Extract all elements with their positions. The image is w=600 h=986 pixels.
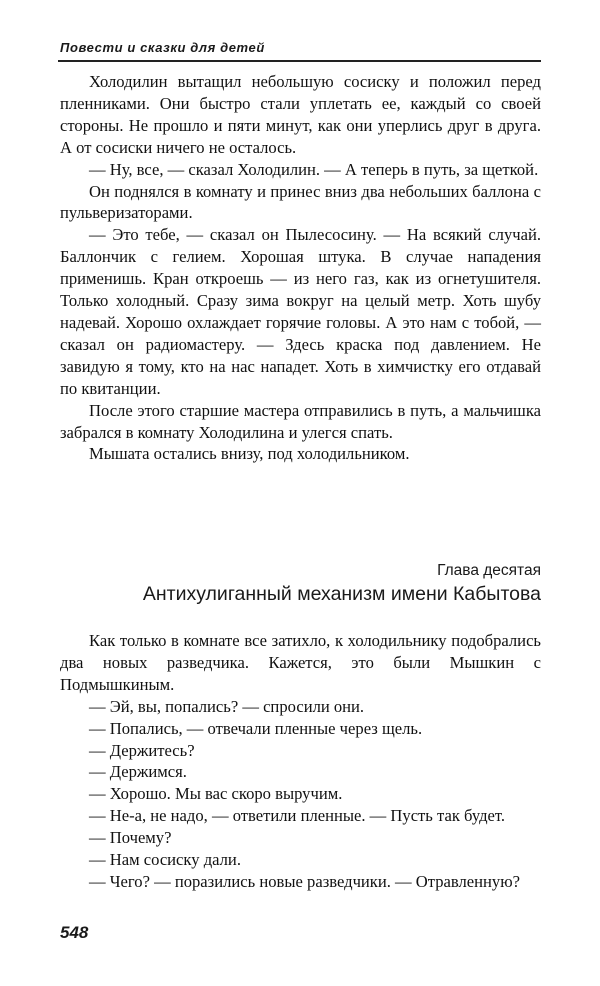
paragraph: — Это тебе, — сказал он Пылесосину. — На всякий случай. Баллончик с гелием. Хорошая штука. В случае нападения применишь. Кран откроешь — из него газ, как из огнетушителя. Только холодный. Сразу зима вокруг на целый метр. Хоть шубу надевай. Хорошо охлаждает горячие головы. А это нам с тобой, — сказал он радиомастеру. — Здесь краска под давлением. Не завидую я тому, кто на нас нападет. Хоть в химчистку его отдавай по квитанции.	[60, 225, 541, 398]
paragraph: — Ну, все, — сказал Холодилин. — А теперь в путь, за щеткой.	[89, 159, 539, 179]
page-number: 548	[60, 923, 89, 942]
dialogue-line: — Не-а, не надо, — ответили пленные. — Пусть так будет.	[89, 806, 506, 826]
dialogue-line: — Держимся.	[89, 762, 187, 782]
text-block-after-chapter	[60, 630, 541, 893]
chapter-title: Антихулиганный механизм имени Кабытова	[142, 583, 541, 605]
chapter-number-label: Глава десятая	[437, 562, 541, 579]
paragraph: После этого старшие мастера отправились в путь, а мальчишка забрался в комнату Холодилина и улегся спать.	[60, 400, 541, 442]
dialogue-line: — Хорошо. Мы вас скоро выручим.	[89, 784, 343, 804]
running-head-title: Повести и сказки для детей	[60, 40, 265, 55]
dialogue-line: — Держитесь?	[89, 740, 195, 760]
dialogue-line: — Эй, вы, попались? — спросили они.	[89, 696, 365, 716]
dialogue-line: — Чего? — поразились новые разведчики. — Отравленную?	[89, 871, 520, 891]
dialogue-line: — Почему?	[89, 828, 172, 848]
paragraph: Как только в комнате все затихло, к холодильнику подобрались два новых разведчика. Кажется, это были Мышкин с Подмышкиным.	[60, 631, 541, 694]
dialogue-line: — Нам сосиску дали.	[89, 850, 241, 870]
paragraph: Мышата остались внизу, под холодильником.	[89, 444, 410, 464]
paragraph: Холодилин вытащил небольшую сосиску и положил перед пленниками. Они быстро стали уплетать ее, каждый со своей стороны. Не прошло и пяти минут, как они уперлись друг в друга. А от сосиски ничего не осталось.	[60, 72, 541, 157]
paragraph: Он поднялся в комнату и принес вниз два небольших баллона с пульверизаторами.	[60, 181, 541, 223]
text-block-before-chapter	[60, 71, 541, 465]
dialogue-line: — Попались, — отвечали пленные через щель.	[89, 718, 423, 738]
header-rule	[58, 60, 541, 62]
